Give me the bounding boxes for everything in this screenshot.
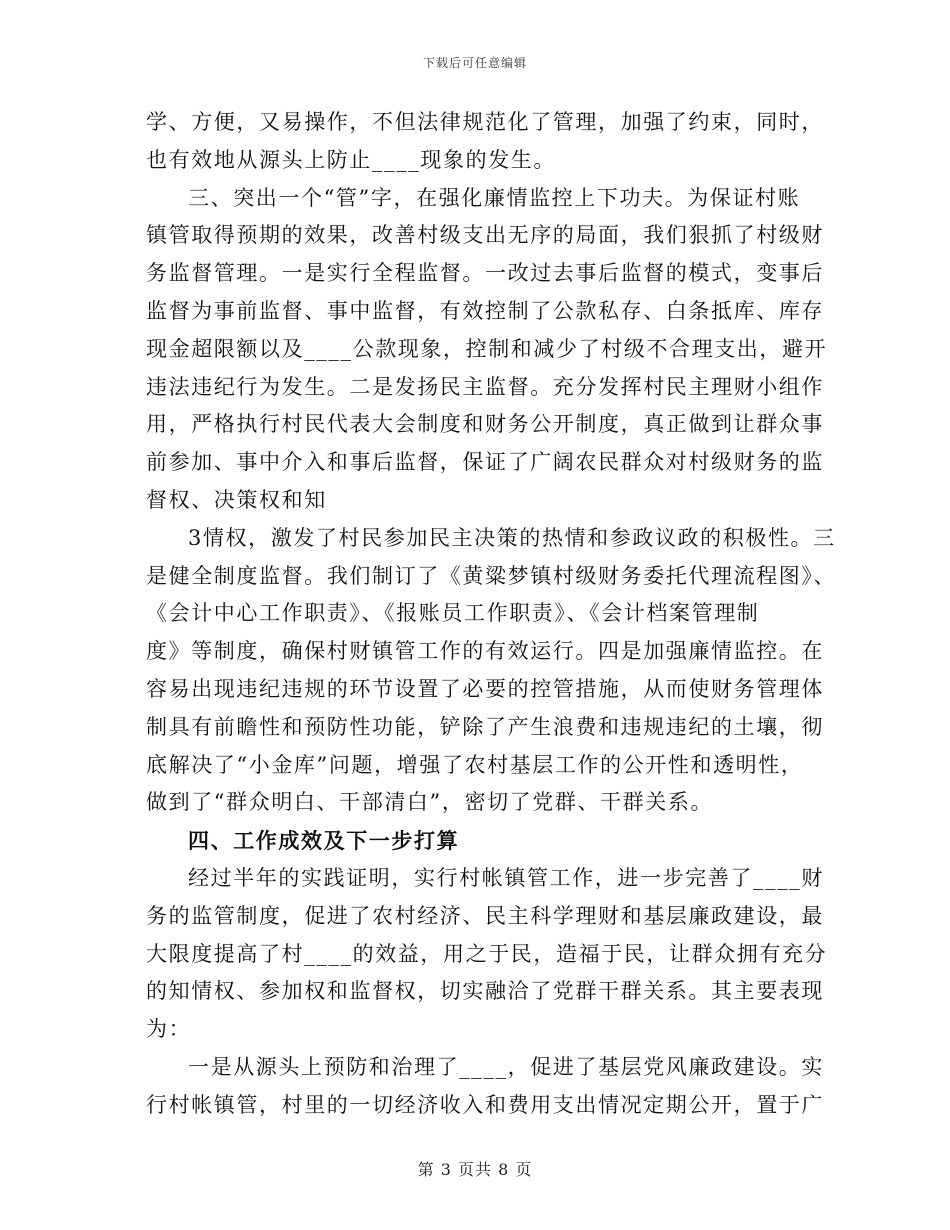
text-line: 也有效地从源头上防止____现象的发生。: [146, 147, 556, 172]
text-line: 《会计中心工作职责》、《报账员工作职责》、《会计档案管理制: [146, 601, 760, 626]
text-line: 为：: [146, 1017, 192, 1042]
text-line: 的知情权、参加权和监督权，切实融洽了党群干群关系。其主要表现: [146, 979, 824, 1004]
text-line: 容易出现违纪违规的环节设置了必要的控管措施，从而使财务管理体: [146, 676, 824, 701]
text-line: 务监督管理。一是实行全程监督。一改过去事后监督的模式，变事后: [146, 261, 824, 286]
text-line: 督权、决策权和知: [146, 487, 327, 512]
text-line: 行村帐镇管，村里的一切经济收入和费用支出情况定期公开，置于广: [146, 1092, 824, 1117]
text-line: 务的监管制度，促进了农村经济、民主科学理财和基层廉政建设，最: [146, 903, 824, 928]
text-line: 制具有前瞻性和预防性功能，铲除了产生浪费和违规违纪的土壤，彻: [146, 714, 824, 739]
text-line: 3情权，激发了村民参加民主决策的热情和参政议政的积极性。三: [188, 525, 836, 550]
text-line: 经过半年的实践证明，实行村帐镇管工作，进一步完善了____财: [188, 865, 824, 890]
text-line: 镇管取得预期的效果，改善村级支出无序的局面，我们狠抓了村级财: [146, 223, 824, 248]
text-line: 是健全制度监督。我们制订了《黄粱梦镇村级财务委托代理流程图》、: [146, 563, 837, 588]
text-line: 违法违纪行为发生。二是发扬民主监督。充分发挥村民主理财小组作: [146, 374, 824, 399]
text-line: 用，严格执行村民代表大会制度和财务公开制度，真正做到让群众事: [146, 412, 824, 437]
text-line: 前参加、事中介入和事后监督，保证了广阔农民群众对村级财务的监: [146, 450, 824, 475]
text-line: 监督为事前监督、事中监督，有效控制了公款私存、白条抵库、库存: [146, 298, 824, 323]
text-line: 现金超限额以及____公款现象，控制和减少了村级不合理支出，避开: [146, 336, 828, 361]
text-line: 底解决了“小金库”问题，增强了农村基层工作的公开性和透明性，: [146, 752, 804, 777]
text-line: 学、方便，又易操作，不但法律规范化了管理，加强了约束，同时，: [146, 110, 824, 134]
text-line: 做到了“群众明白、干部清白”，密切了党群、干群关系。: [146, 790, 714, 815]
page-number: 第 3 页共 8 页: [417, 1160, 533, 1179]
section-heading: 四、工作成效及下一步打算: [188, 828, 460, 854]
document-body: [146, 104, 837, 1125]
text-line: 三、突出一个“管”字，在强化廉情监控上下功夫。为保证村账: [188, 185, 801, 210]
text-line: 大限度提高了村____的效益，用之于民，造福于民，让群众拥有充分: [146, 941, 828, 966]
header-note: 下载后可任意编辑: [422, 56, 527, 70]
text-line: 度》等制度，确保村财镇管工作的有效运行。四是加强廉情监控。在: [146, 639, 824, 664]
text-line: 一是从源头上预防和治理了____，促进了基层党风廉政建设。实: [188, 1054, 824, 1079]
